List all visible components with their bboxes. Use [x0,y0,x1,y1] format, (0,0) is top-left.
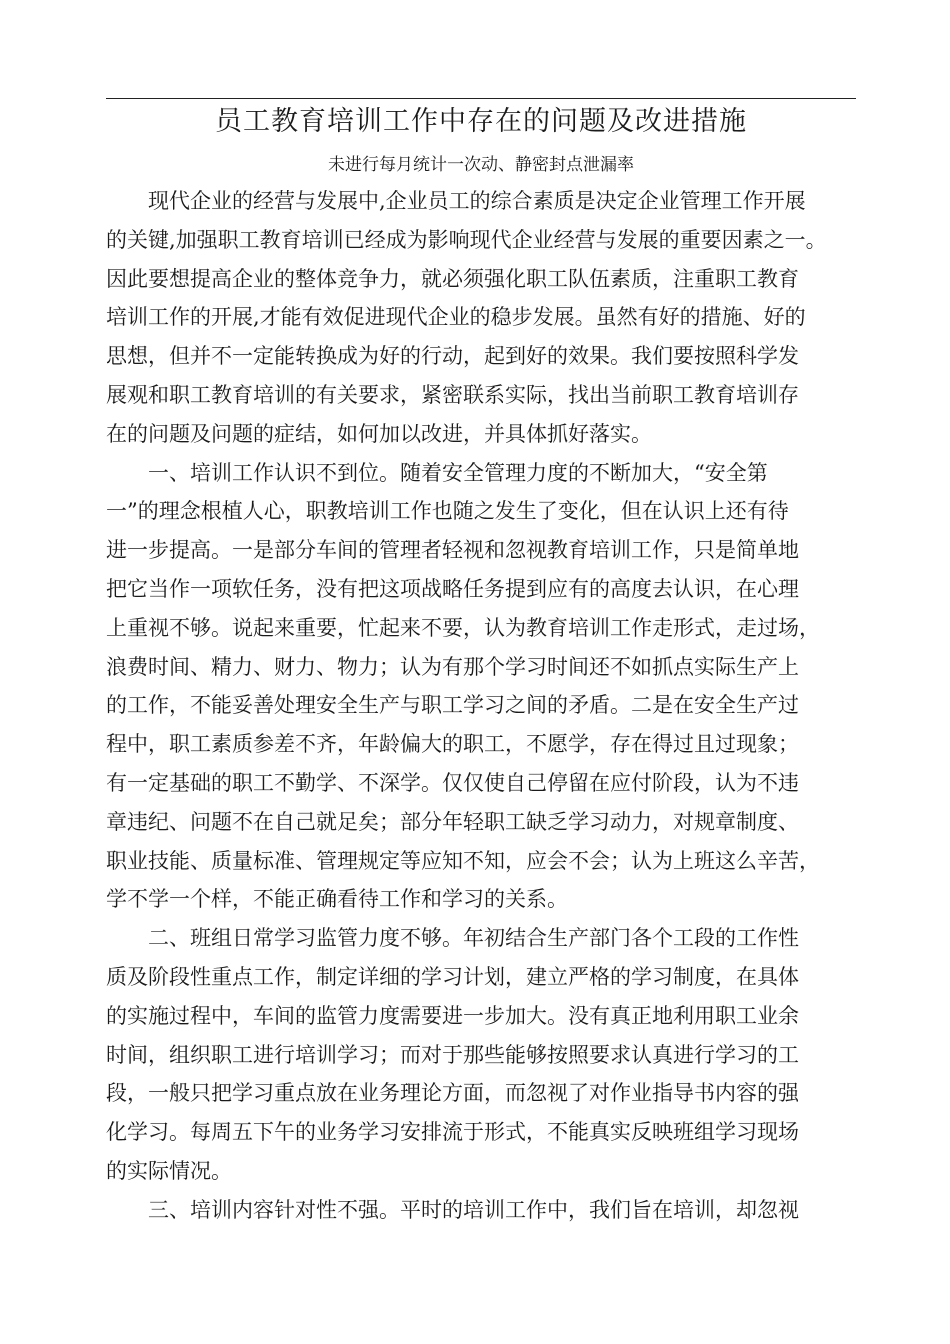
body-text-line: 二、班组日常学习监管力度不够。年初结合生产部门各个工段的工作性 [106,926,799,951]
body-text-line: 学不学一个样，不能正确看待工作和学习的关系。 [106,887,568,912]
body-text-line: 程中，职工素质参差不齐，年龄偏大的职工，不愿学，存在得过且过现象； [106,732,799,757]
body-text-line: 展观和职工教育培训的有关要求，紧密联系实际，找出当前职工教育培训存 [106,382,799,407]
header-rule [106,98,856,99]
body-text-line: 的实际情况。 [106,1158,232,1183]
body-text-line: 有一定基础的职工不勤学、不深学。仅仅使自己停留在应付阶段，认为不违 [106,770,799,795]
body-text-line: 的关键,加强职工教育培训已经成为影响现代企业经营与发展的重要因素之一。 [106,227,827,252]
body-text-line: 上重视不够。说起来重要，忙起来不要，认为教育培训工作走形式，走过场， [106,615,820,640]
body-text-line: 现代企业的经营与发展中,企业员工的综合素质是决定企业管理工作开展 [106,189,806,213]
document-title: 员工教育培训工作中存在的问题及改进措施 [215,106,747,137]
body-text-line: 在的问题及问题的症结，如何加以改进，并具体抓好落实。 [106,421,652,446]
body-text-line: 一”的理念根植人心，职教培训工作也随之发生了变化，但在认识上还有待 [106,499,789,524]
body-text-line: 一、培训工作认识不到位。随着安全管理力度的不断加大，“安全第 [106,460,768,485]
body-text-line: 时间，组织职工进行培训学习；而对于那些能够按照要求认真进行学习的工 [106,1042,799,1067]
body-text-line: 因此要想提高企业的整体竞争力，就必须强化职工队伍素质，注重职工教育 [106,266,799,291]
body-text-line: 章违纪、问题不在自己就足矣；部分年轻职工缺乏学习动力，对规章制度、 [106,809,799,834]
body-text-line: 浪费时间、精力、财力、物力；认为有那个学习时间还不如抓点实际生产上 [106,654,799,679]
body-text-line: 段，一般只把学习重点放在业务理论方面，而忽视了对作业指导书内容的强 [106,1081,799,1106]
body-text-line: 的工作，不能妥善处理安全生产与职工学习之间的矛盾。二是在安全生产过 [106,693,799,718]
body-text-line: 的实施过程中，车间的监管力度需要进一步加大。没有真正地利用职工业余 [106,1003,799,1028]
body-text-line: 职业技能、质量标准、管理规定等应知不知，应会不会；认为上班这么辛苦， [106,848,820,873]
body-text-line: 培训工作的开展,才能有效促进现代企业的稳步发展。虽然有好的措施、好的 [106,305,806,330]
body-text-line: 质及阶段性重点工作，制定详细的学习计划，建立严格的学习制度，在具体 [106,964,799,989]
body-text-line: 进一步提高。一是部分车间的管理者轻视和忽视教育培训工作，只是简单地 [106,538,799,563]
body-text-line: 把它当作一项软任务，没有把这项战略任务提到应有的高度去认识，在心理 [106,576,799,601]
document-body [106,182,866,1230]
body-text-line: 化学习。每周五下午的业务学习安排流于形式，不能真实反映班组学习现场 [106,1120,799,1145]
body-text-line: 三、培训内容针对性不强。平时的培训工作中，我们旨在培训，却忽视 [106,1197,799,1222]
body-text-line: 思想，但并不一定能转换成为好的行动，起到好的效果。我们要按照科学发 [106,344,799,369]
document-subtitle: 未进行每月统计一次动、静密封点泄漏率 [328,155,634,175]
